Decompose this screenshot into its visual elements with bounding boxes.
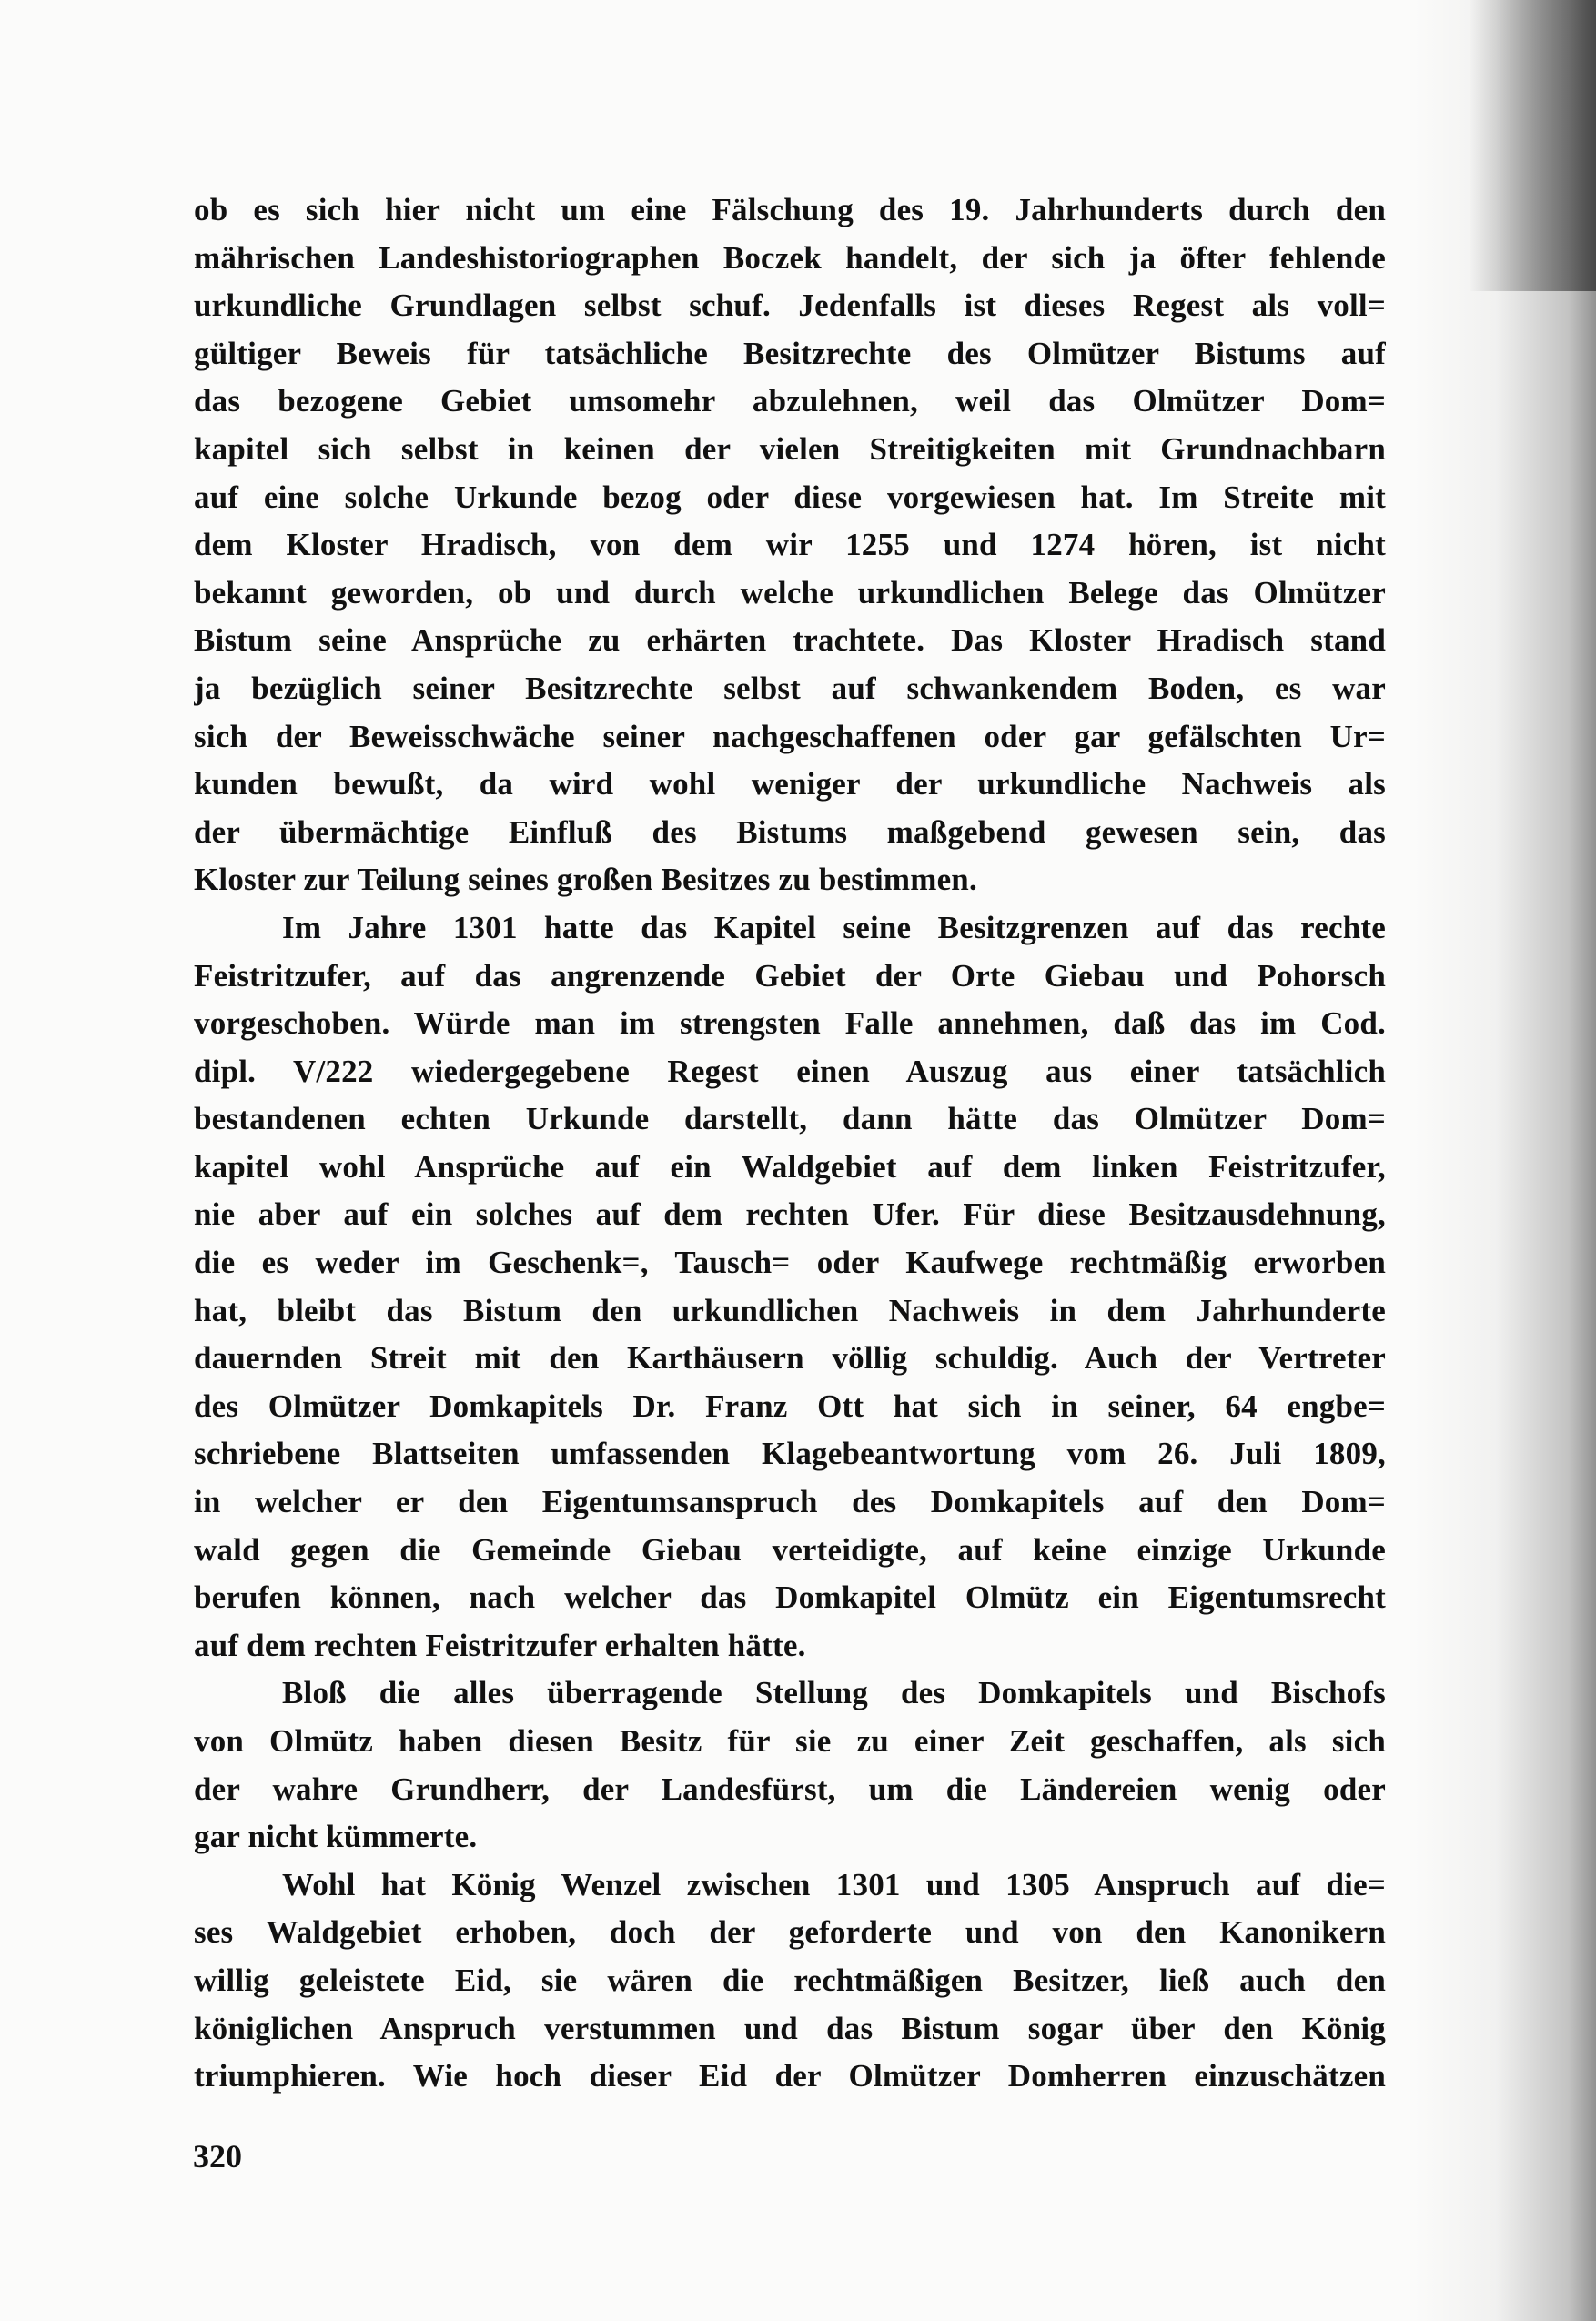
text-line: ses Waldgebiet erhoben, doch der geforderte und von den Kanonikern [194, 1914, 1386, 1951]
text-line: ja bezüglich seiner Besitzrechte selbst auf schwankendem Boden, es war [194, 670, 1386, 706]
text-line: der wahre Grundherr, der Landesfürst, um die Ländereien wenig oder [194, 1771, 1386, 1807]
paragraph [194, 1862, 1386, 2101]
text-line: kapitel wohl Ansprüche auf ein Waldgebiet auf dem linken Feistritzufer, [194, 1148, 1386, 1185]
binding-shadow [1414, 0, 1596, 2321]
text-line: kapitel sich selbst in keinen der vielen Streitigkeiten mit Grundnachbarn [194, 430, 1386, 467]
paragraph [194, 187, 1386, 904]
body-text [194, 187, 1386, 2101]
text-line: schriebene Blattseiten umfassenden Klagebeantwortung vom 26. Juli 1809, [194, 1436, 1386, 1472]
text-line: von Olmütz haben diesen Besitz für sie zu einer Zeit geschaffen, als sich [194, 1723, 1386, 1759]
text-line: urkundliche Grundlagen selbst schuf. Jedenfalls ist dieses Regest als voll= [194, 288, 1386, 324]
text-line: Im Jahre 1301 hatte das Kapitel seine Besitzgrenzen auf das rechte [282, 909, 1386, 945]
text-line: dauernden Streit mit den Karthäusern völlig schuldig. Auch der Vertreter [194, 1340, 1386, 1377]
paragraph [194, 904, 1386, 1670]
text-line: bekannt geworden, ob und durch welche urkundlichen Belege das Olmützer [194, 574, 1386, 611]
text-line: gar nicht kümmerte. [194, 1819, 478, 1855]
text-line: Bistum seine Ansprüche zu erhärten trachtete. Das Kloster Hradisch stand [194, 622, 1386, 659]
page-corner-shadow [1469, 0, 1596, 291]
text-line: Feistritzufer, auf das angrenzende Gebiet der Orte Giebau und Pohorsch [194, 957, 1386, 994]
text-line: mährischen Landeshistoriographen Boczek handelt, der sich ja öfter fehlende [194, 239, 1386, 276]
text-line: die es weder im Geschenk=, Tausch= oder Kaufwege rechtmäßig erworben [194, 1245, 1386, 1281]
text-line: Wohl hat König Wenzel zwischen 1301 und 1305 Anspruch auf die= [282, 1866, 1386, 1902]
text-line: königlichen Anspruch verstummen und das Bistum sogar über den König [194, 2010, 1386, 2046]
text-line: das bezogene Gebiet umsomehr abzulehnen, weil das Olmützer Dom= [194, 383, 1386, 419]
text-line: dipl. V/222 wiedergegebene Regest einen Auszug aus einer tatsächlich [194, 1053, 1386, 1089]
text-line: der übermächtige Einfluß des Bistums maßgebend gewesen sein, das [194, 813, 1386, 850]
text-line: Bloß die alles überragende Stellung des Domkapitels und Bischofs [282, 1675, 1386, 1711]
text-line: kunden bewußt, da wird wohl weniger der urkundliche Nachweis als [194, 766, 1386, 802]
text-line: triumphieren. Wie hoch dieser Eid der Olmützer Domherren einzuschätzen [194, 2058, 1386, 2094]
text-line: Kloster zur Teilung seines großen Besitzes zu bestimmen. [194, 862, 977, 898]
text-line: willig geleistete Eid, sie wären die rechtmäßigen Besitzer, ließ auch den [194, 1962, 1386, 1998]
text-line: wald gegen die Gemeinde Giebau verteidigte, auf keine einzige Urkunde [194, 1531, 1386, 1568]
text-line: ob es sich hier nicht um eine Fälschung des 19. Jahrhunderts durch den [194, 192, 1386, 227]
paragraph [194, 1670, 1386, 1861]
text-line: gültiger Beweis für tatsächliche Besitzrechte des Olmützer Bistums auf [194, 335, 1386, 371]
text-line: auf eine solche Urkunde bezog oder diese vorgewiesen hat. Im Streite mit [194, 479, 1386, 515]
text-line: hat, bleibt das Bistum den urkundlichen Nachweis in dem Jahrhunderte [194, 1292, 1386, 1328]
text-line: in welcher er den Eigentumsanspruch des Domkapitels auf den Dom= [194, 1484, 1386, 1520]
page-number: 320 [193, 2138, 242, 2175]
text-line: nie aber auf ein solches auf dem rechten Ufer. Für diese Besitzausdehnung, [194, 1196, 1386, 1233]
text-line: des Olmützer Domkapitels Dr. Franz Ott hat sich in seiner, 64 engbe= [194, 1388, 1386, 1424]
text-line: sich der Beweisschwäche seiner nachgeschaffenen oder gar gefälschten Ur= [194, 718, 1386, 754]
text-line: dem Kloster Hradisch, von dem wir 1255 und 1274 hören, ist nicht [194, 527, 1386, 563]
text-line: auf dem rechten Feistritzufer erhalten hätte. [194, 1627, 806, 1663]
text-line: bestandenen echten Urkunde darstellt, dann hätte das Olmützer Dom= [194, 1101, 1386, 1137]
text-line: berufen können, nach welcher das Domkapitel Olmütz ein Eigentumsrecht [194, 1579, 1386, 1616]
text-line: vorgeschoben. Würde man im strengsten Falle annehmen, daß das im Cod. [194, 1005, 1386, 1042]
